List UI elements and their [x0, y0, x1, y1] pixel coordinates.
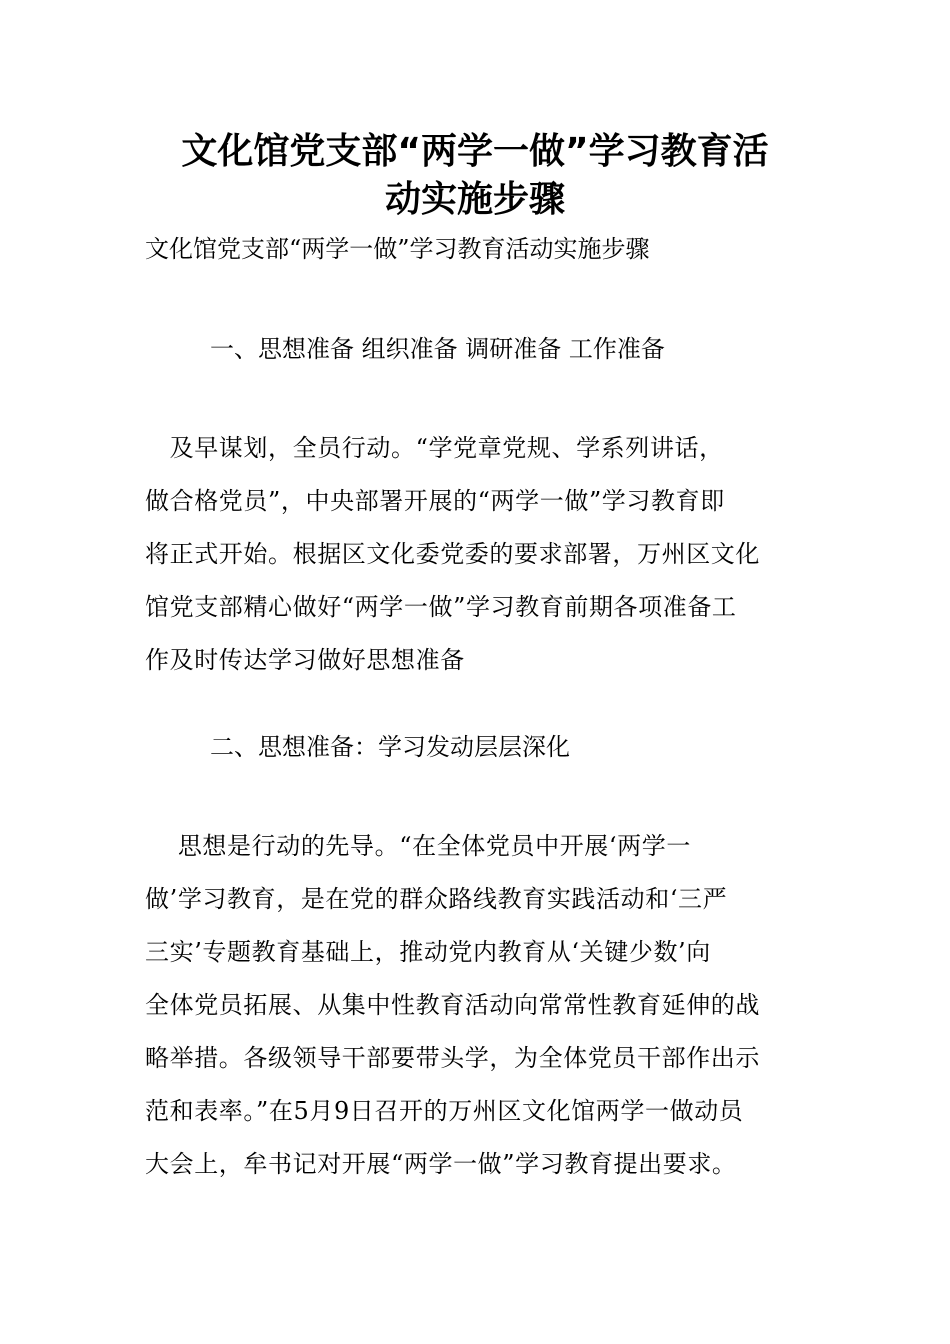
paragraph-line: 作及时传达学习做好思想准备 — [145, 646, 465, 674]
document-title-line-1: 文化馆党支部“两学一做”学习教育活 — [181, 131, 769, 172]
paragraph-line: 做合格党员”，中央部署开展的“两学一做”学习教育即 — [145, 487, 725, 515]
section-1-heading: 一、思想准备 组织准备 调研准备 工作准备 — [210, 335, 665, 363]
paragraph-line: 及早谋划，全员行动。“学党章党规、学系列讲话， — [145, 434, 724, 462]
section-2-paragraph — [145, 820, 805, 1191]
paragraph-line: 略举措。各级领导干部要带头学，为全体党员干部作出示 — [145, 1044, 760, 1072]
document-title-line-2: 动实施步骤 — [384, 179, 565, 220]
paragraph-line: 做’学习教育，是在党的群众路线教育实践活动和‘三严 — [145, 885, 728, 913]
paragraph-line: 馆党支部精心做好“两学一做”学习教育前期各项准备工 — [145, 593, 737, 621]
paragraph-line: 大会上，牟书记对开展“两学一做”学习教育提出要求。 — [145, 1150, 737, 1178]
section-1-paragraph — [145, 422, 805, 687]
paragraph-line: 思想是行动的先导。“在全体党员中开展‘两学一 — [145, 832, 691, 860]
paragraph-line: 范和表率。”在5月9日召开的万州区文化馆两学一做动员 — [145, 1097, 744, 1125]
document-subtitle: 文化馆党支部“两学一做”学习教育活动实施步骤 — [145, 235, 650, 263]
paragraph-line: 将正式开始。根据区文化委党委的要求部署，万州区文化 — [145, 540, 760, 568]
section-2-heading: 二、思想准备：学习发动层层深化 — [210, 733, 570, 761]
paragraph-line: 全体党员拓展、从集中性教育活动向常常性教育延伸的战 — [145, 991, 760, 1019]
paragraph-line: 三实’专题教育基础上，推动党内教育从‘关键少数’向 — [145, 938, 711, 966]
